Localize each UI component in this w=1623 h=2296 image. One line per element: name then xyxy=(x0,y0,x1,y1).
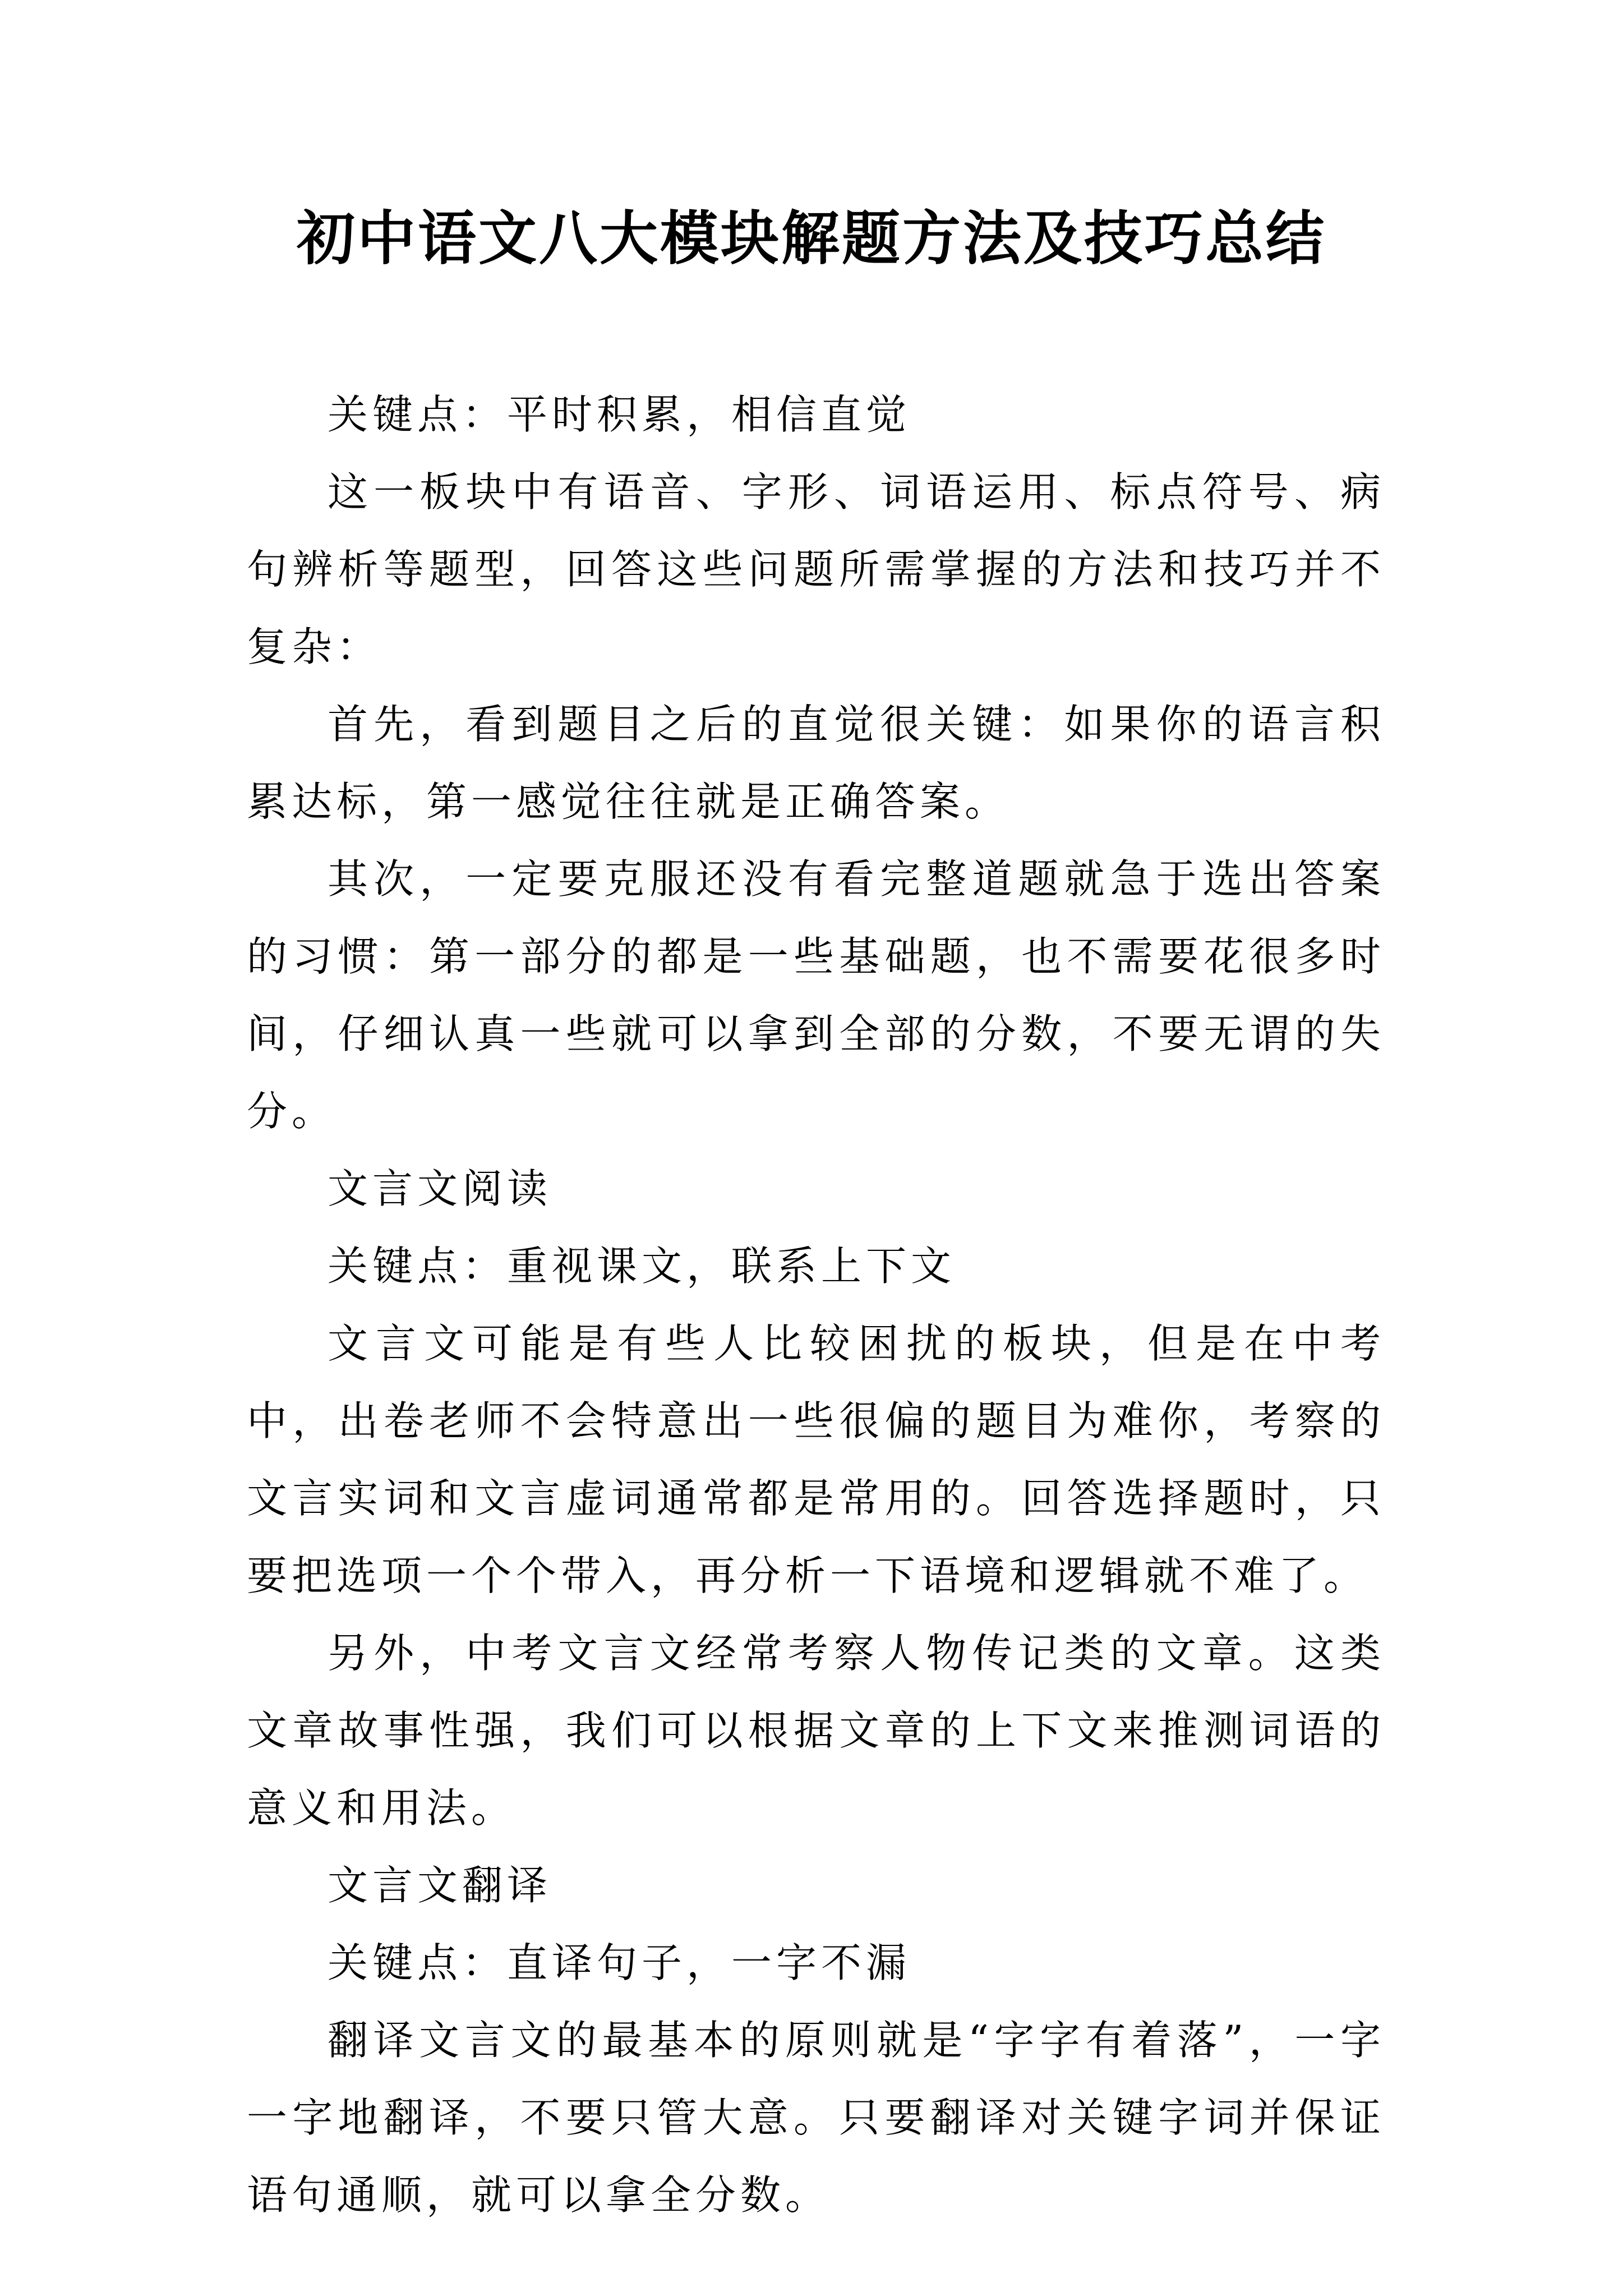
paragraph-classical-reading: 文言文可能是有些人比较困扰的板块，但是在中考中，出卷老师不会特意出一些很偏的题目为难你，考察的文言实词和文言虚词通常都是常用的。回答选择题时，只要把选项一个个带入，再分析一下语境和逻辑就不难了。 xyxy=(247,1320,1385,1599)
document-body xyxy=(247,376,1385,2234)
section-heading-classical-translation: 文言文翻译 xyxy=(328,1862,552,1909)
document-title: 初中语文八大模块解题方法及技巧总结 xyxy=(296,204,1326,273)
paragraph-biography-tip: 另外，中考文言文经常考察人物传记类的文章。这类文章故事性强，我们可以根据文章的上下文来推测词语的意义和用法。 xyxy=(247,1630,1385,1832)
paragraph-translation-tip: 翻译文言文的最基本的原则就是“字字有着落”，一字一字地翻译，不要只管大意。只要翻译对关键字词并保证语句通顺，就可以拿全分数。 xyxy=(247,2017,1385,2219)
paragraph-first-tip: 首先，看到题目之后的直觉很关键：如果你的语言积累达标，第一感觉往往就是正确答案。 xyxy=(247,701,1385,825)
paragraph-key-point-3: 关键点：直译句子，一字不漏 xyxy=(328,1939,911,1986)
paragraph-key-point-2: 关键点：重视课文，联系上下文 xyxy=(328,1243,956,1290)
paragraph-key-point-1: 关键点：平时积累，相信直觉 xyxy=(328,391,911,438)
paragraph-second-tip: 其次，一定要克服还没有看完整道题就急于选出答案的习惯：第一部分的都是一些基础题，也不需要花很多时间，仔细认真一些就可以拿到全部的分数，不要无谓的失分。 xyxy=(247,855,1385,1135)
paragraph-basics-intro: 这一板块中有语音、字形、词语运用、标点符号、病句辨析等题型，回答这些问题所需掌握的方法和技巧并不复杂： xyxy=(247,468,1385,670)
section-heading-classical-reading: 文言文阅读 xyxy=(328,1165,552,1212)
